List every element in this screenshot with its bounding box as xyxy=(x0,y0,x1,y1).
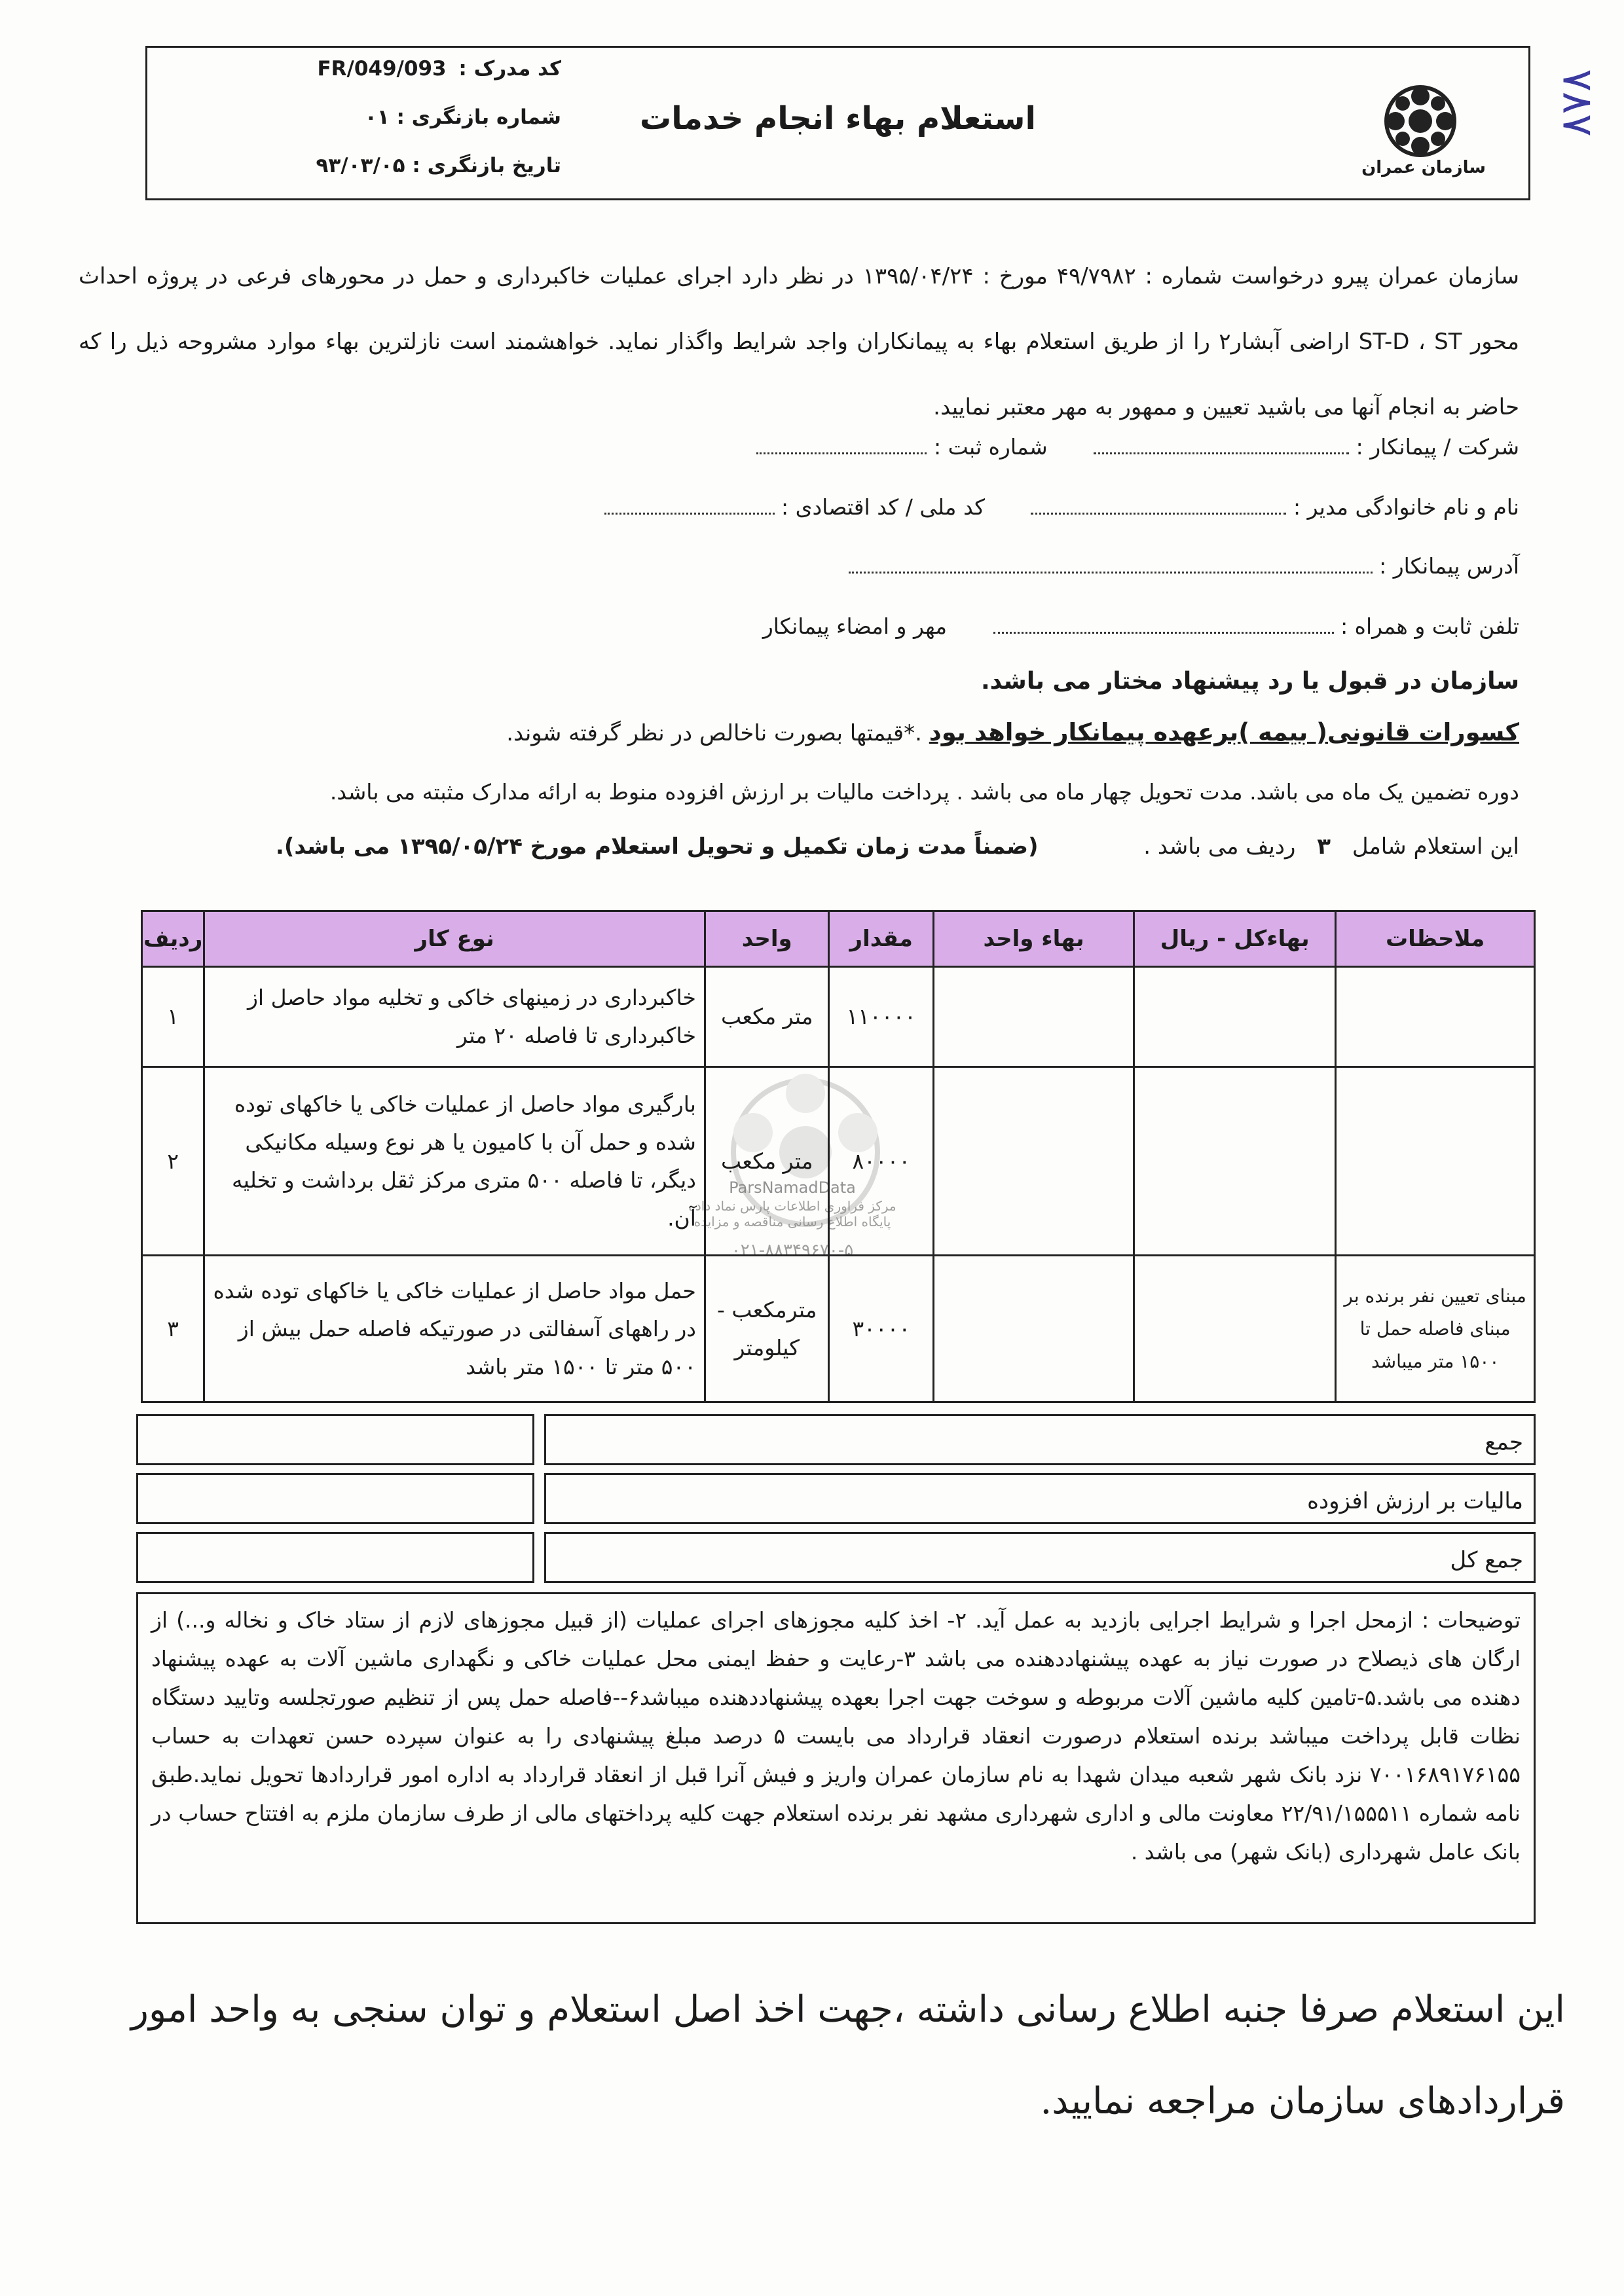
grand-total-value-cell[interactable] xyxy=(136,1532,534,1583)
cell-desc: خاکبرداری در زمینهای خاکی و تخلیه مواد حاصل از خاکبرداری تا فاصله ۲۰ متر xyxy=(204,967,705,1067)
cell-no: ۳ xyxy=(142,1256,204,1402)
address-blank[interactable] xyxy=(849,556,1373,574)
doc-code-row xyxy=(168,57,561,81)
revision-date-label: تاریخ بازنگری : xyxy=(412,154,561,177)
company-label: شرکت / پیمانکار : xyxy=(1356,434,1519,460)
org-rights: سازمان در قبول یا رد پیشنهاد مختار می باشد. xyxy=(980,668,1519,695)
seal-label: مهر و امضاء پیمانکار xyxy=(762,613,948,639)
cell-unit-price[interactable] xyxy=(934,1067,1134,1256)
company-blank[interactable] xyxy=(1094,437,1349,454)
sum-row xyxy=(136,1414,1536,1468)
cell-qty: ۳۰۰۰۰ xyxy=(829,1256,934,1402)
header-notes: ملاحظات xyxy=(1336,911,1535,967)
sum-label: جمع xyxy=(544,1414,1536,1465)
header-work-type: نوع کار xyxy=(204,911,705,967)
address-label: آدرس پیمانکار : xyxy=(1379,553,1519,579)
header-row-no: ردیف xyxy=(142,911,204,967)
table-row xyxy=(142,1256,1535,1402)
revision-no-label: شماره بازنگری : xyxy=(396,105,561,129)
intro-paragraph: سازمان عمران پیرو درخواست شماره : ۴۹/۷۹۸۲ مورخ : ۱۳۹۵/۰۴/۲۴ در نظر دارد اجرای عملیات خاکبرداری و حمل در محورهای فرعی در پروژه احداث محور ST-D ، ST اراضی آبشار۲ را از طریق استعلام بهاء به پیمانکاران واجد شرایط واگذار نماید. خواهشمند است نازلترین بهاء موارد مشروحه ذیل را که حاضر به انجام آنها می باشید تعیین و ممهور به مهر معتبر نمایید. xyxy=(79,263,1520,420)
cell-note[interactable]: مبنای تعیین نفر برنده بر مبنای فاصله حمل تا ۱۵۰۰ متر میباشد xyxy=(1336,1256,1535,1402)
cell-total[interactable] xyxy=(1134,1067,1336,1256)
cell-desc: حمل مواد حاصل از عملیات خاکی یا خاکهای توده شده در راههای آسفالتی در صورتیکه فاصله حمل بیش از ۵۰۰ متر تا ۱۵۰۰ متر باشد xyxy=(204,1256,705,1402)
revision-no-value: ۰۱ xyxy=(364,105,390,129)
sum-value-cell[interactable] xyxy=(136,1414,534,1465)
grand-total-row xyxy=(136,1532,1536,1586)
watermark-phone: ۰۲۱-۸۸۳۴۹۶۷۰-۵ xyxy=(731,1241,854,1260)
address-field xyxy=(849,553,1519,579)
logo-text: سازمان عمران xyxy=(1361,158,1486,177)
handwritten-number: ۷۸۷ xyxy=(1553,69,1602,137)
manager-field xyxy=(604,494,1519,520)
net-price-note: .*قیمتها بصورت ناخالص در نظر گرفته شوند. xyxy=(506,720,922,746)
row-count: ۳ xyxy=(1317,833,1331,860)
revision-date-value: ۹۳/۰۳/۰۵ xyxy=(316,154,405,177)
cell-total[interactable] xyxy=(1134,967,1336,1067)
cell-total[interactable] xyxy=(1134,1256,1336,1402)
vat-label: مالیات بر ارزش افزوده xyxy=(544,1473,1536,1524)
deductions-line xyxy=(506,718,1519,746)
table-row xyxy=(142,967,1535,1067)
manager-label: نام و نام خانوادگی مدیر : xyxy=(1293,494,1519,520)
cell-unit-price[interactable] xyxy=(934,1256,1134,1402)
grand-total-label: جمع کل xyxy=(544,1532,1536,1583)
header-unit: واحد xyxy=(705,911,829,967)
header-unit-price: بهاء واحد xyxy=(934,911,1134,967)
watermark-line1-text: مرکز فراوری اطلاعات پارس نماد داده xyxy=(688,1198,896,1214)
phone-label: تلفن ثابت و همراه : xyxy=(1340,613,1519,639)
deadline: (ضمناً مدت زمان تکمیل و تحویل استعلام مورخ ۱۳۹۵/۰۵/۲۴ می باشد). xyxy=(275,833,1039,860)
header-box xyxy=(145,46,1530,200)
cell-note[interactable] xyxy=(1336,1067,1535,1256)
notes-box: توضیحات : ازمحل اجرا و شرایط اجرایی بازدید به عمل آید. ۲- اخذ کلیه مجوزهای اجرای عملیات (از قبیل مجوزهای لازم از ستاد خاک و نخاله و...) از ارگان های ذیصلاح در صورت نیاز به عهده پیشنهاددهنده می باشد ۳-رعایت و حفظ ایمنی محل عملیات خاکی و نگهداری ماشین آلات به عهده پیشنهاد دهنده می باشد.۵-تامین کلیه ماشین آلات مربوطه و سوخت جهت اجرا بعهده پیشنهاددهنده میباشد۶--فاصله حمل پس از تنظیم صورتجلسه وتایید دستگاه نظات قابل پرداخت میباشد برنده استعلام درصورت انعقاد قرارداد می بایست ۵ درصد مبلغ پیشنهادی را به عنوان سپرده حسن تعهدات به حساب ۷۰۰۱۶۸۹۱۷۶۱۵۵ نزد بانک شهر شعبه میدان شهدا به نام سازمان عمران واریز و فیش آنرا قبل از انعقاد قرارداد به اداره امور قراردادها تحویل نماید.طبق نامه شماره ۲۲/۹۱/۱۵۵۵۱۱ معاونت مالی و اداری شهرداری مشهد نفر برنده استعلام جهت کلیه پرداختهای مالی از طرف سازمان ملزم به افتتاح حساب در بانک عامل شهرداری (بانک شهر) می باشد . xyxy=(136,1592,1536,1924)
row-count-line xyxy=(276,833,1519,860)
row-count-prefix: این استعلام شامل xyxy=(1352,833,1519,860)
cell-qty: ۱۱۰۰۰۰ xyxy=(829,967,934,1067)
doc-code-value: FR/049/093 xyxy=(317,57,447,81)
terms-line: دوره تضمین یک ماه می باشد. مدت تحویل چهار ماه می باشد . پرداخت مالیات بر ارزش افزوده منوط به ارائه مدارک مثبته می باشد. xyxy=(329,779,1519,805)
registration-blank[interactable] xyxy=(756,437,927,454)
vat-row xyxy=(136,1473,1536,1527)
watermark-brand: ParsNamadData xyxy=(729,1178,856,1197)
cell-no: ۱ xyxy=(142,967,204,1067)
table-row xyxy=(142,1067,1535,1256)
doc-code-label: کد مدرک : xyxy=(458,57,561,81)
info-stamp-text: این استعلام صرفا جنبه اطلاع رسانی داشته ،جهت اخذ اصل استعلام و توان سنجی به واحد امور قراردادهای سازمان مراجعه نمایید. xyxy=(130,1988,1565,2123)
cell-unit-price[interactable] xyxy=(934,967,1134,1067)
cell-unit: متر مکعب xyxy=(705,1067,829,1256)
revision-date-row xyxy=(168,154,561,177)
vat-value-cell[interactable] xyxy=(136,1473,534,1524)
cell-note[interactable] xyxy=(1336,967,1535,1067)
cell-desc: بارگیری مواد حاصل از عملیات خاکی یا خاکهای توده شده و حمل آن با کامیون یا هر نوع وسیله مکانیکی دیگر، تا فاصله ۵۰۰ متری مرکز ثقل برداشت و تخلیه آن. xyxy=(204,1067,705,1256)
phone-field xyxy=(763,613,1519,639)
national-code-label: کد ملی / کد اقتصادی : xyxy=(781,494,985,520)
watermark-line2-text: پایگاه اطلاع رسانی مناقصه و مزایده xyxy=(693,1214,891,1230)
registration-label: شماره ثبت : xyxy=(933,434,1048,460)
items-table xyxy=(141,910,1536,1403)
phone-blank[interactable] xyxy=(993,616,1334,634)
deductions: کسورات قانونی( بیمه )برعهده پیمانکار خواهد بود xyxy=(929,718,1519,746)
revision-no-row xyxy=(168,105,561,129)
cell-unit: متر مکعب xyxy=(705,967,829,1067)
cell-no: ۲ xyxy=(142,1067,204,1256)
cell-unit: مترمکعب - کیلومتر xyxy=(705,1256,829,1402)
header-qty: مقدار xyxy=(829,911,934,967)
form-title: استعلام بهاء انجام خدمات xyxy=(640,100,1036,137)
table-header-row xyxy=(142,911,1535,967)
national-code-blank[interactable] xyxy=(604,497,775,515)
company-field xyxy=(756,434,1519,460)
header-total: بهاءکل - ریال xyxy=(1134,911,1336,967)
manager-blank[interactable] xyxy=(1031,497,1286,515)
row-count-suffix: ردیف می باشد . xyxy=(1143,833,1296,860)
cell-qty: ۸۰۰۰۰ xyxy=(829,1067,934,1256)
